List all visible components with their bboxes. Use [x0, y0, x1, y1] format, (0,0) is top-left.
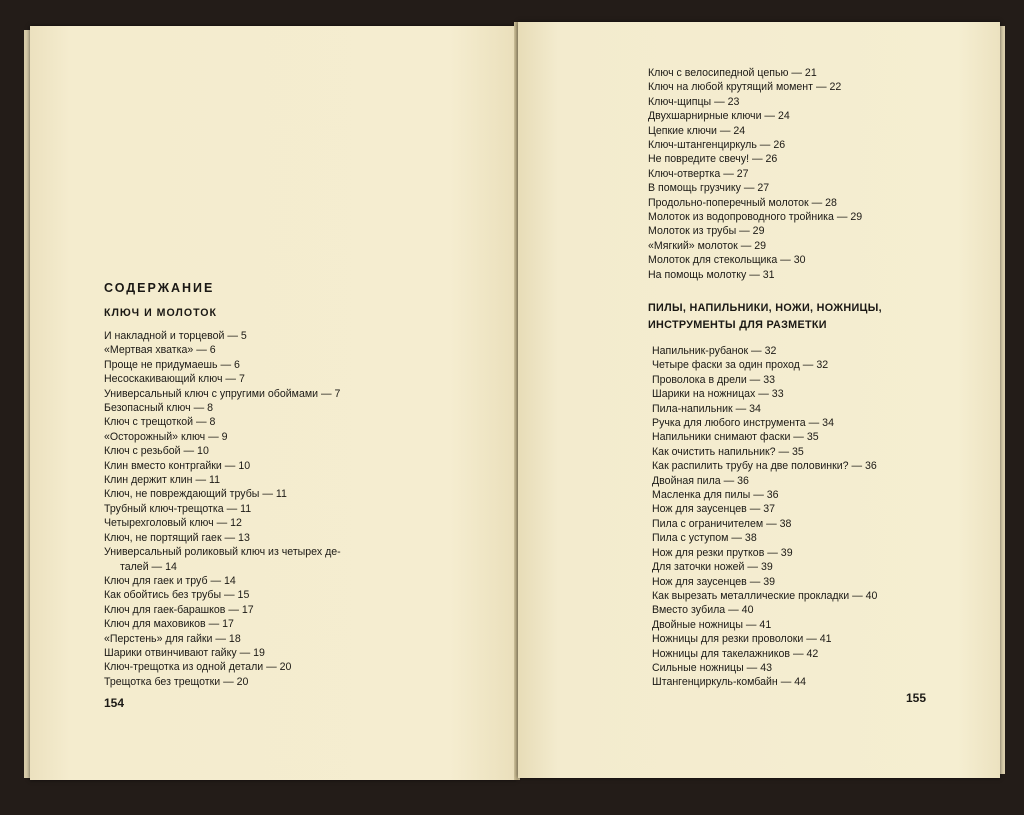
toc-list-right-top	[648, 66, 862, 282]
toc-entry: «Перстень» для гайки — 18	[104, 632, 241, 645]
toc-entry: Ключ с резьбой — 10	[104, 445, 209, 458]
toc-entry: «Осторожный» ключ — 9	[104, 430, 228, 443]
toc-entry: Шарики отвинчивают гайку — 19	[104, 646, 265, 659]
right-page	[518, 22, 1000, 778]
toc-entry: Для заточки ножей — 39	[652, 561, 773, 574]
toc-entry: Двойные ножницы — 41	[652, 618, 772, 631]
toc-entry: Ключ-отвертка — 27	[648, 167, 749, 180]
page-number-right: 155	[906, 691, 927, 705]
toc-entry: Ножницы для резки проволоки — 41	[652, 633, 832, 646]
toc-entry: Ручка для любого инструмента — 34	[652, 417, 834, 430]
toc-entry: Трубный ключ-трещотка — 11	[104, 502, 252, 515]
toc-entry: Ключ, не портящий гаек — 13	[104, 531, 250, 544]
toc-entry: Пила-напильник — 34	[652, 402, 761, 415]
toc-entry: Несоскакивающий ключ — 7	[104, 373, 245, 386]
toc-entry: Двухшарнирные ключи — 24	[648, 110, 790, 123]
toc-entry: Ключ для маховиков — 17	[104, 618, 234, 631]
toc-entry: Как вырезать металлические прокладки — 40	[652, 589, 878, 602]
page-number-left: 154	[104, 696, 125, 710]
toc-entry: Не повредите свечу! — 26	[648, 153, 778, 166]
toc-entry: Клин держит клин — 11	[104, 474, 221, 487]
toc-entry: Ножницы для такелажников — 42	[652, 647, 819, 660]
toc-entry: Масленка для пилы — 36	[652, 489, 779, 502]
toc-entry: Как распилить трубу на две половинки? — 36	[652, 460, 877, 473]
contents-title: СОДЕРЖАНИЕ	[104, 281, 215, 295]
toc-entry: «Мертвая хватка» — 6	[104, 344, 216, 357]
toc-entry: На помощь молотку — 31	[648, 268, 775, 281]
toc-entry: Вместо зубила — 40	[652, 604, 754, 617]
toc-entry: талей — 14	[120, 560, 177, 573]
toc-entry: Клин вместо контргайки — 10	[104, 459, 251, 472]
toc-entry: Сильные ножницы — 43	[652, 661, 772, 674]
toc-entry: Молоток для стекольщика — 30	[648, 254, 806, 267]
left-page	[30, 26, 516, 780]
toc-entry: Трещотка без трещотки — 20	[104, 675, 249, 688]
toc-entry: Пила с уступом — 38	[652, 532, 757, 545]
section-title-line-2: ИНСТРУМЕНТЫ ДЛЯ РАЗМЕТКИ	[648, 319, 827, 331]
toc-entry: Напильники снимают фаски — 35	[652, 431, 819, 444]
section-title-line-1: ПИЛЫ, НАПИЛЬНИКИ, НОЖИ, НОЖНИЦЫ,	[648, 302, 882, 314]
toc-entry: Универсальный роликовый ключ из четырех де-	[104, 546, 341, 559]
toc-entry: Ключ на любой крутящий момент — 22	[648, 81, 842, 94]
toc-entry: Четырехголовый ключ — 12	[104, 517, 242, 530]
toc-entry: Как очистить напильник? — 35	[652, 445, 804, 458]
section-title-saws-files	[648, 300, 882, 334]
toc-list-right-bottom	[652, 344, 877, 690]
toc-entry: Проволока в дрели — 33	[652, 373, 776, 386]
toc-entry: Ключ, не повреждающий трубы — 11	[104, 488, 287, 501]
toc-entry: В помощь грузчику — 27	[648, 182, 770, 195]
toc-entry: Проще не придумаешь — 6	[104, 358, 240, 371]
toc-entry: «Мягкий» молоток — 29	[648, 239, 767, 252]
toc-entry: Цепкие ключи — 24	[648, 124, 746, 137]
toc-entry: Ключ-щипцы — 23	[648, 95, 740, 108]
toc-entry: Штангенциркуль-комбайн — 44	[652, 676, 807, 689]
toc-entry: Ключ для гаек и труб — 14	[104, 574, 236, 587]
toc-entry: Универсальный ключ с упругими обоймами — 7	[104, 387, 341, 400]
toc-entry: Пила с ограничителем — 38	[652, 517, 792, 530]
toc-entry: Ключ-трещотка из одной детали — 20	[104, 661, 292, 674]
section-title-key-and-hammer: КЛЮЧ И МОЛОТОК	[104, 307, 218, 319]
toc-entry: Молоток из водопроводного тройника — 29	[648, 211, 863, 224]
toc-entry: Шарики на ножницах — 33	[652, 388, 784, 401]
toc-entry: Как обойтись без трубы — 15	[104, 589, 250, 602]
toc-entry: Безопасный ключ — 8	[104, 402, 214, 415]
toc-entry: Ключ-штангенциркуль — 26	[648, 139, 786, 152]
toc-entry: Ключ с трещоткой — 8	[104, 416, 216, 429]
toc-entry: Нож для заусенцев — 39	[652, 575, 776, 588]
toc-entry: Четыре фаски за один проход — 32	[652, 359, 829, 372]
toc-entry: Нож для резки прутков — 39	[652, 546, 793, 559]
toc-list-left	[104, 329, 341, 689]
toc-entry: Ключ с велосипедной цепью — 21	[648, 67, 817, 79]
toc-entry: Ключ для гаек-барашков — 17	[104, 603, 254, 616]
toc-entry: Продольно-поперечный молоток — 28	[648, 196, 837, 209]
toc-entry: Двойная пила — 36	[652, 474, 749, 487]
toc-entry: Напильник-рубанок — 32	[652, 345, 777, 357]
toc-entry: Нож для заусенцев — 37	[652, 503, 776, 516]
toc-entry: Молоток из трубы — 29	[648, 225, 765, 238]
toc-entry: И накладной и торцевой — 5	[104, 330, 247, 342]
